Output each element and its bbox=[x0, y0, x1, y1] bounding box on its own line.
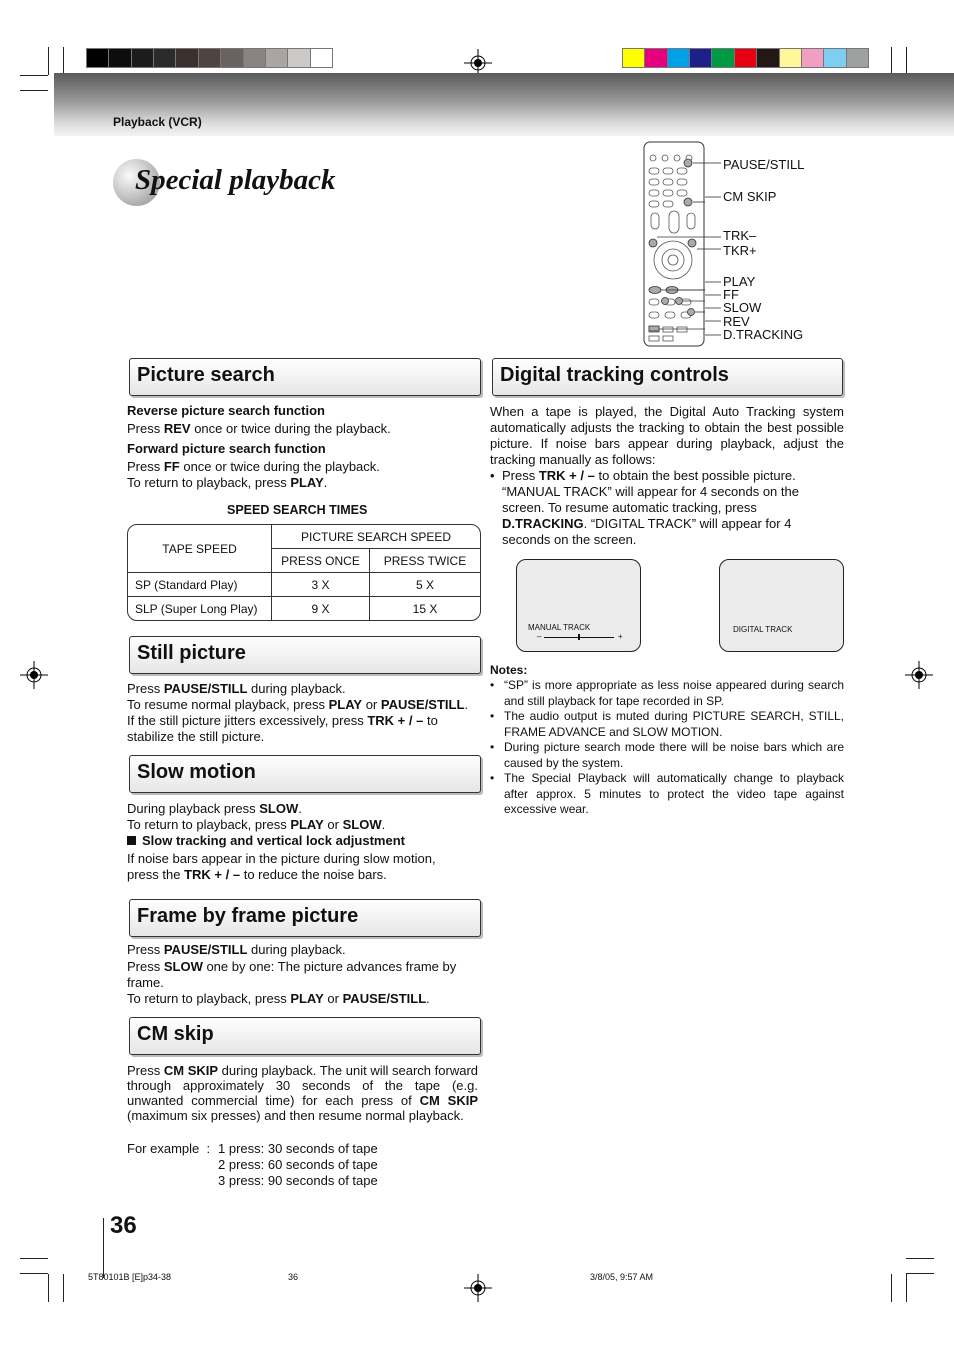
slow-line-3: If noise bars appear in the picture during slow motion, bbox=[127, 851, 436, 866]
square-bullet-icon bbox=[127, 836, 136, 845]
color-swatch bbox=[243, 48, 266, 68]
remote-label-cm-skip: CM SKIP bbox=[723, 189, 777, 204]
table-cell: 5 X bbox=[370, 573, 480, 597]
digital-track-screen bbox=[719, 559, 844, 652]
remote-label-rev: REV bbox=[723, 314, 750, 329]
forward-search-text: Press FF once or twice during the playback. bbox=[127, 459, 380, 474]
list-item: 3 press: 90 seconds of tape bbox=[218, 1173, 378, 1188]
notes-title: Notes: bbox=[490, 663, 528, 677]
table-header-press-once: PRESS ONCE bbox=[272, 549, 370, 573]
color-swatch bbox=[622, 48, 645, 68]
color-swatch bbox=[667, 48, 690, 68]
table-cell: 15 X bbox=[412, 601, 438, 616]
section-label: Playback (VCR) bbox=[113, 115, 202, 129]
speed-search-title: SPEED SEARCH TIMES bbox=[227, 503, 368, 517]
bullet-icon: • bbox=[490, 468, 495, 483]
still-line-4: stabilize the still picture. bbox=[127, 729, 265, 744]
registration-mark-right bbox=[905, 661, 933, 689]
still-line-3: If the still picture jitters excessively, press TRK + / – to bbox=[127, 713, 438, 728]
digital-tracking-intro: When a tape is played, the Digital Auto Tracking system automatically adjusts the tracking to obtain the best possible picture. If noise bars appear during playback, adjust the tracking manually as follows: bbox=[490, 404, 844, 467]
table-cell: SLP (Super Long Play) bbox=[128, 597, 272, 620]
list-item: • “SP” is more appropriate as less noise appeared during search and still playback for tape recorded in SP. bbox=[490, 678, 844, 708]
remote-label-trk-minus: TRK– bbox=[723, 228, 757, 243]
list-item: • The audio output is muted during PICTURE SEARCH, STILL, FRAME ADVANCE and SLOW MOTION. bbox=[490, 709, 844, 739]
picture-search-heading: Picture search bbox=[137, 364, 275, 386]
remote-label-d-tracking: D.TRACKING bbox=[723, 327, 804, 342]
crop-mark bbox=[891, 47, 892, 75]
still-line-2: To resume normal playback, press PLAY or PAUSE/STILL. bbox=[127, 697, 469, 712]
table-cell: SP (Standard Play) bbox=[128, 573, 272, 597]
color-swatch bbox=[734, 48, 757, 68]
table-header-tape-speed: TAPE SPEED bbox=[128, 525, 272, 573]
crop-mark bbox=[63, 1274, 64, 1302]
remote-leader-lines bbox=[705, 141, 723, 347]
digital-tracking-heading: Digital tracking controls bbox=[500, 364, 729, 386]
crop-mark bbox=[20, 75, 48, 76]
color-swatch bbox=[779, 48, 802, 68]
tracking-minus: – bbox=[537, 632, 542, 641]
digital-track-label: DIGITAL TRACK bbox=[733, 625, 793, 634]
frame-line-1: Press PAUSE/STILL during playback. bbox=[127, 942, 346, 957]
color-swatch bbox=[86, 48, 109, 68]
remote-label-play: PLAY bbox=[723, 274, 756, 289]
color-swatch bbox=[711, 48, 734, 68]
color-calibration-bar bbox=[622, 48, 868, 68]
color-swatch bbox=[644, 48, 667, 68]
footer-file: 5T80101B [E]p34-38 bbox=[88, 1272, 172, 1282]
slow-line-4: press the TRK + / – to reduce the noise bars. bbox=[127, 867, 387, 882]
list-item: 1 press: 30 seconds of tape bbox=[218, 1141, 378, 1156]
table-row bbox=[128, 597, 480, 620]
color-swatch bbox=[823, 48, 846, 68]
color-swatch bbox=[801, 48, 824, 68]
manual-track-label: MANUAL TRACK bbox=[528, 623, 591, 632]
slow-line-1: During playback press SLOW. bbox=[127, 801, 302, 816]
frame-by-frame-heading: Frame by frame picture bbox=[137, 905, 359, 927]
still-picture-heading-box bbox=[129, 636, 481, 674]
crop-mark bbox=[48, 1274, 49, 1302]
page-number-rule bbox=[103, 1218, 104, 1278]
frame-line-3: To return to playback, press PLAY or PAUSE/STILL. bbox=[127, 991, 430, 1006]
slow-motion-heading: Slow motion bbox=[137, 761, 256, 783]
page-number: 36 bbox=[110, 1212, 137, 1239]
return-playback-text: To return to playback, press PLAY. bbox=[127, 475, 328, 490]
digital-tracking-heading-box bbox=[492, 358, 843, 396]
tracking-plus: + bbox=[618, 632, 623, 641]
remote-label-ff: FF bbox=[723, 287, 739, 302]
list-item: 2 press: 60 seconds of tape bbox=[218, 1157, 378, 1172]
frame-by-frame-heading-box bbox=[129, 899, 481, 937]
color-swatch bbox=[756, 48, 779, 68]
footer-date: 3/8/05, 9:57 AM bbox=[590, 1272, 654, 1282]
reverse-search-text: Press REV once or twice during the playback. bbox=[127, 421, 391, 436]
crop-mark bbox=[891, 1274, 892, 1302]
crop-mark bbox=[906, 1273, 934, 1274]
cm-skip-example-label: For example : bbox=[127, 1141, 211, 1156]
color-swatch bbox=[220, 48, 243, 68]
color-swatch bbox=[175, 48, 198, 68]
color-swatch bbox=[689, 48, 712, 68]
frame-line-2: Press SLOW one by one: The picture advances frame by frame. bbox=[127, 959, 457, 990]
cm-skip-body: Press CM SKIP during playback. The unit will search forward through approximately 30 seconds of the tape (e.g. unwanted commercial time) for each press of CM SKIP (maximum six presses) and then resume normal playback. bbox=[127, 1063, 479, 1123]
slow-motion-body bbox=[127, 801, 482, 883]
still-picture-heading: Still picture bbox=[137, 642, 246, 664]
cm-skip-heading: CM skip bbox=[137, 1023, 214, 1045]
color-swatch bbox=[846, 48, 869, 68]
reverse-search-title: Reverse picture search function bbox=[127, 403, 325, 418]
crop-mark bbox=[63, 47, 64, 75]
digital-tracking-bullet: • Press TRK + / – to obtain the best possible picture. “MANUAL TRACK” will appear for 4 seconds on the screen. To resume automatic tracking, press D.TRACKING. “DIGITAL TRACK” will appear for 4 seconds on the screen. bbox=[490, 468, 799, 547]
picture-search-heading-box bbox=[129, 358, 481, 396]
tracking-level-marker bbox=[578, 634, 580, 640]
remote-label-slow: SLOW bbox=[723, 300, 762, 315]
table-header-search-speed: PICTURE SEARCH SPEED bbox=[272, 525, 480, 549]
cm-skip-heading-box bbox=[129, 1017, 481, 1055]
crop-mark bbox=[906, 1258, 934, 1259]
table-row bbox=[128, 573, 480, 597]
slow-subheading: Slow tracking and vertical lock adjustment bbox=[127, 833, 482, 849]
remote-label-pause-still: PAUSE/STILL bbox=[723, 157, 805, 172]
slow-line-2: To return to playback, press PLAY or SLOW. bbox=[127, 817, 386, 832]
crop-mark bbox=[48, 47, 49, 75]
list-item: • The Special Playback will automatically change to playback after approx. 5 minutes to protect the video tape against excessive wear. bbox=[490, 771, 844, 816]
crop-mark bbox=[20, 90, 48, 91]
color-swatch bbox=[198, 48, 221, 68]
color-swatch bbox=[131, 48, 154, 68]
page-title: Special playback bbox=[135, 164, 336, 196]
frame-by-frame-body bbox=[127, 942, 479, 1007]
speed-search-table bbox=[127, 524, 481, 621]
cm-skip-examples bbox=[218, 1141, 378, 1189]
footer-page: 36 bbox=[288, 1272, 299, 1282]
color-swatch bbox=[265, 48, 288, 68]
still-line-1: Press PAUSE/STILL during playback. bbox=[127, 681, 346, 696]
still-picture-body bbox=[127, 681, 482, 745]
crop-mark bbox=[906, 1274, 907, 1302]
crop-mark bbox=[906, 47, 907, 75]
table-header-press-twice: PRESS TWICE bbox=[370, 549, 480, 573]
grayscale-calibration-bar bbox=[86, 48, 332, 68]
color-swatch bbox=[287, 48, 310, 68]
remote-control-illustration bbox=[643, 141, 705, 347]
notes-list bbox=[490, 678, 844, 818]
remote-label-trk-plus: TKR+ bbox=[723, 243, 757, 258]
color-swatch bbox=[310, 48, 333, 68]
color-swatch bbox=[108, 48, 131, 68]
registration-mark-left bbox=[20, 661, 48, 689]
list-item: • During picture search mode there will be noise bars which are caused by the system. bbox=[490, 740, 844, 770]
color-swatch bbox=[153, 48, 176, 68]
manual-track-screen bbox=[516, 559, 641, 652]
forward-search-title: Forward picture search function bbox=[127, 441, 326, 456]
crop-mark bbox=[20, 1258, 48, 1259]
slow-motion-heading-box bbox=[129, 755, 481, 793]
table-cell: 3 X bbox=[272, 573, 370, 597]
crop-mark bbox=[20, 1273, 48, 1274]
table-cell: 9 X bbox=[272, 597, 370, 620]
picture-search-body bbox=[127, 403, 487, 491]
registration-mark-bottom bbox=[464, 1274, 492, 1302]
